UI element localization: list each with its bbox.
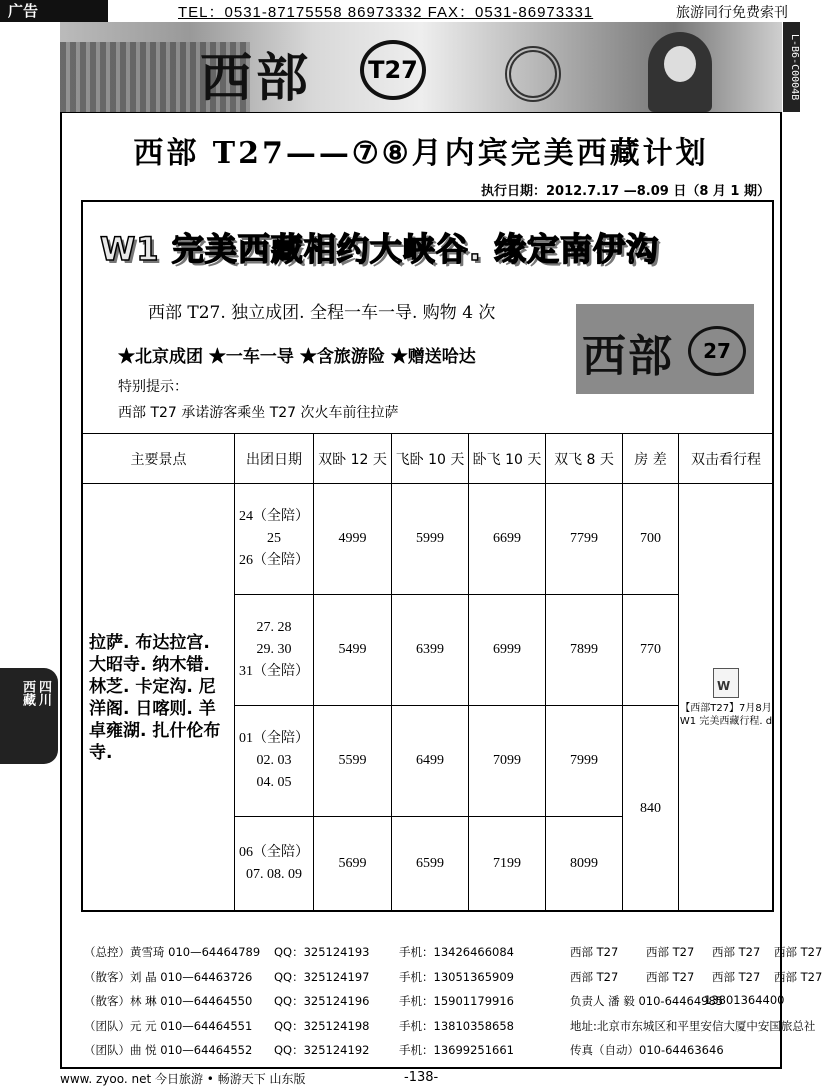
ad-tag: 广告: [0, 0, 108, 22]
date-cell: 27. 28 29. 30 31（全陪）: [235, 595, 314, 706]
contact-row: （团队）曲 悦 010—64464552 QQ：325124192 手机：13699251661 传真（自动）010-64463646: [84, 1043, 724, 1057]
itinerary-doc-link[interactable]: [679, 484, 774, 912]
doc-caption-1[interactable]: 【西部T27】7月8月: [680, 702, 772, 714]
price-cell: 4999: [314, 484, 392, 595]
tip-label: 特别提示：: [118, 379, 188, 395]
header-dates: 出团日期: [235, 434, 314, 484]
price-cell: 6999: [469, 595, 546, 706]
route-title: W1 完美西藏相约大峡谷. 缘定南伊沟: [100, 230, 660, 268]
region-side-tab: [0, 668, 58, 764]
route-logo: [576, 304, 754, 394]
header-train12: 双卧 12 天: [314, 434, 392, 484]
price-cell: 5499: [314, 595, 392, 706]
price-cell: 7199: [469, 817, 546, 912]
header-room-diff: 房 差: [623, 434, 679, 484]
banner: [60, 22, 782, 112]
room-diff-cell: 840: [623, 706, 679, 912]
girl-face: [664, 46, 696, 82]
price-cell: 6499: [392, 706, 469, 817]
price-cell: 7799: [546, 484, 623, 595]
contact-row: （总控）黄雪琦 010—64464789 QQ：325124193 手机：13426466084 西部 T27 西部 T27 西部 T27 西部 T27: [84, 945, 822, 959]
date-cell: 24（全陪） 25 26（全陪）: [235, 484, 314, 595]
word-document-icon[interactable]: W: [713, 668, 739, 698]
execution-date: 执行日期：2012.7.17 —8.09 日（8 月 1 期）: [481, 184, 770, 199]
price-cell: 7899: [546, 595, 623, 706]
price-cell: 5999: [392, 484, 469, 595]
header-itinerary: 双击看行程: [679, 434, 774, 484]
banner-logo-badge: T27: [360, 40, 426, 100]
price-cell: 6699: [469, 484, 546, 595]
top-strip: [0, 0, 800, 22]
price-cell: 7999: [546, 706, 623, 817]
header-trainfly10: 卧飞 10 天: [469, 434, 546, 484]
price-cell: 5699: [314, 817, 392, 912]
price-table: [82, 433, 774, 912]
header-flytrain10: 飞卧 10 天: [392, 434, 469, 484]
route-logo-text: 西部: [582, 331, 674, 382]
header-spots: 主要景点: [83, 434, 235, 484]
free-catalog-note: 旅游同行免费索刊: [676, 5, 788, 21]
side-tab-line2: 西藏: [20, 680, 35, 706]
page-number: -138-: [404, 1070, 439, 1085]
top-contact: TEL：0531-87175558 86973332 FAX：0531-86973331: [178, 4, 594, 21]
room-diff-cell: 700: [623, 484, 679, 595]
price-cell: 8099: [546, 817, 623, 912]
main-spots: 拉萨. 布达拉宫. 大昭寺. 纳木错. 林芝. 卡定沟. 尼洋阁. 日喀则. 羊卓雍湖. 扎什伦布寺.: [83, 484, 235, 912]
route-features: ★北京成团 ★一车一导 ★含旅游险 ★赠送哈达: [118, 347, 476, 367]
footer-site: www. zyoo. net 今日旅游 • 畅游天下 山东版: [60, 1072, 306, 1086]
banner-logo: 西部: [200, 48, 313, 109]
date-cell: 01（全陪） 02. 03 04. 05: [235, 706, 314, 817]
route-logo-badge: 27: [688, 326, 746, 376]
price-cell: 7099: [469, 706, 546, 817]
tip-text: 西部 T27 承诺游客乘坐 T27 次火车前往拉萨: [118, 405, 399, 421]
side-tab-line1: 四川: [36, 680, 51, 706]
price-cell: 5599: [314, 706, 392, 817]
contact-row: （团队）元 元 010—64464551 QQ：325124198 手机：13810358658 地址:北京市东城区和平里安信大厦中安国旅总社: [84, 1018, 816, 1033]
dharma-wheel-icon: [505, 46, 561, 102]
header-fly8: 双飞 8 天: [546, 434, 623, 484]
route-intro: 西部 T27. 独立成团. 全程一车一导. 购物 4 次: [148, 303, 496, 323]
doc-caption-2[interactable]: W1 完美西藏行程. d: [679, 715, 773, 727]
contacts-list: [84, 944, 822, 1067]
price-cell: 6399: [392, 595, 469, 706]
table-row: [83, 484, 774, 595]
date-cell: 06（全陪） 07. 08. 09: [235, 817, 314, 912]
side-code: L-B6-C0004B: [783, 22, 800, 112]
room-diff-cell: 770: [623, 595, 679, 706]
contact-row: （散客）刘 晶 010—64463726 QQ：325124197 手机：13051365909 西部 T27 西部 T27 西部 T27 西部 T27: [84, 969, 822, 984]
price-cell: 6599: [392, 817, 469, 912]
table-header-row: [83, 434, 774, 484]
contact-row: （散客）林 琳 010—64464550 QQ：325124196 手机：15901179916 负责人 潘 毅 010-64464985 13801364400: [84, 993, 785, 1008]
page-title: 西部 T27——⑦⑧月内宾完美西藏计划: [133, 136, 709, 171]
